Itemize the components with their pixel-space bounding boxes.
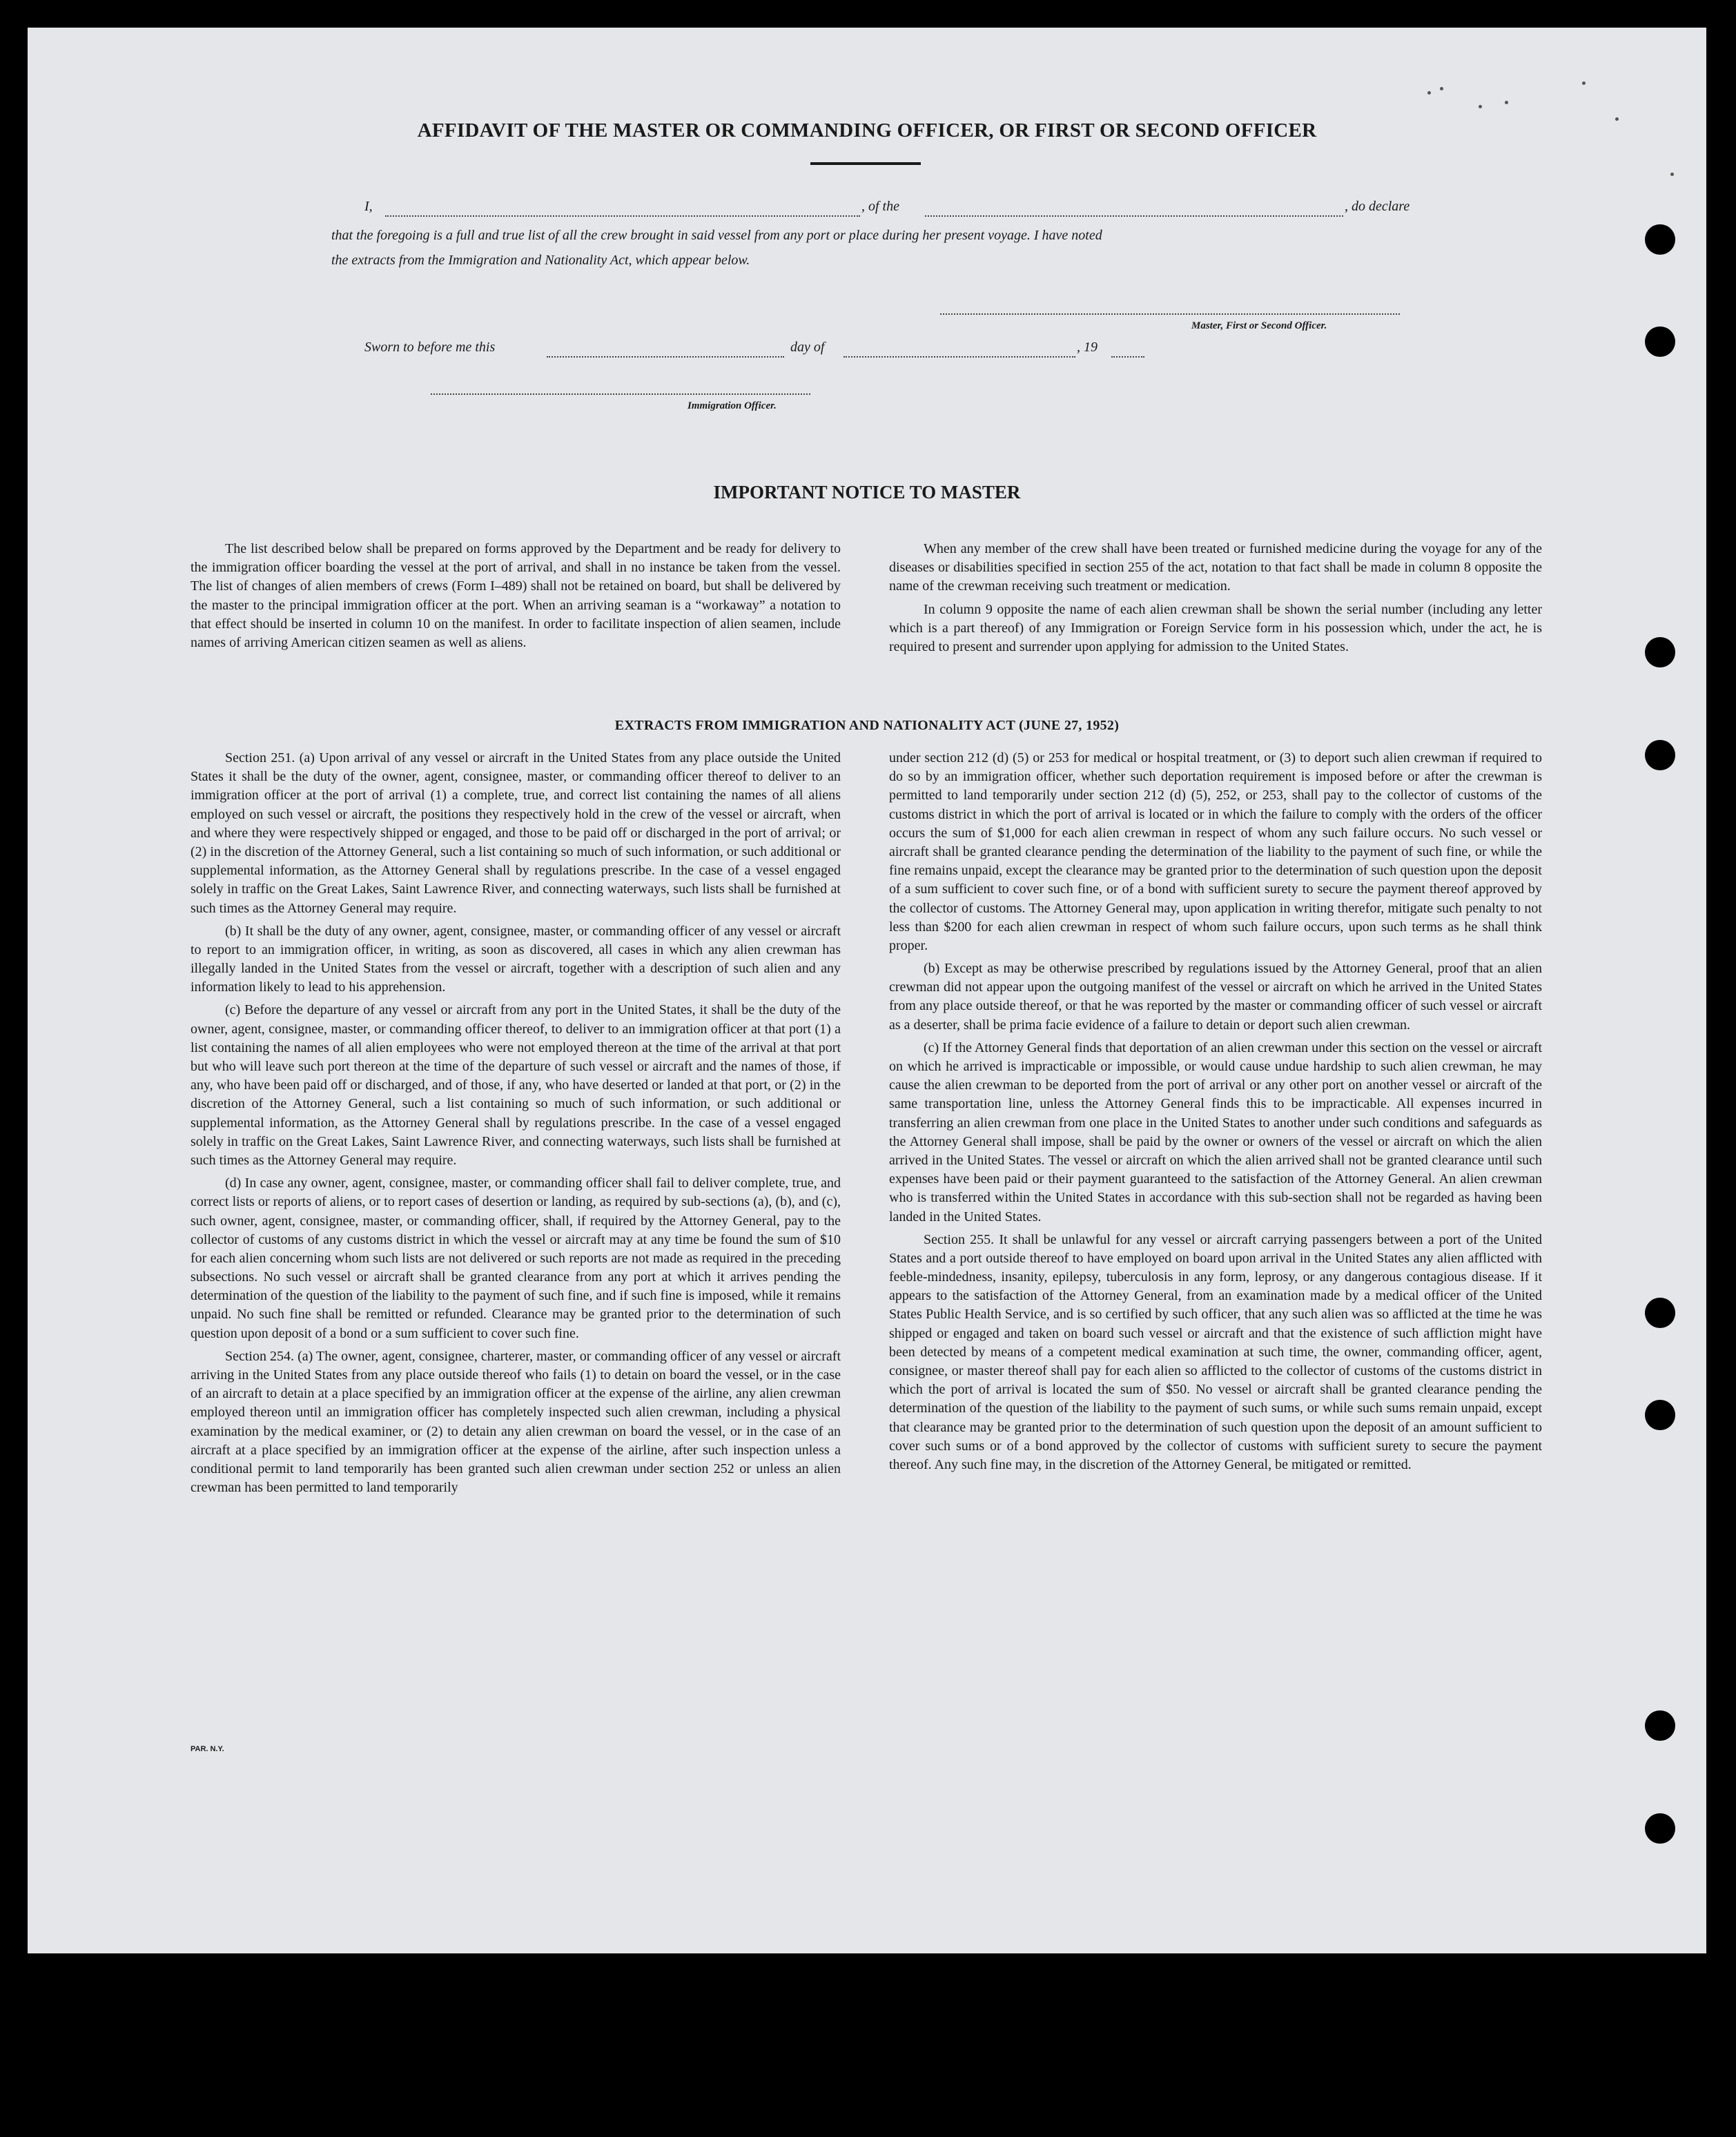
officer-signature-caption: Immigration Officer. [687,400,777,411]
extract-paragraph: (d) In case any owner, agent, consignee, master, or commanding officer shall fail to deliver complete, true, and correct lists or reports of aliens, or to report cases of desertion or landing, as required by sub-sections (a), (b), and (c), such owner, agent, consignee, master, or commanding officer, shall, if required by the Attorney General, pay to the collector of customs of any customs district in which the vessel or aircraft may at any time be found the sum of $10 for each alien concerning whom such lists are not delivered or such reports are not made as required in the preceding subsections. No such vessel or aircraft shall be granted clearance from any port at which it arrives pending the determination of the question of the liability to the payment of such fine, and if such fine is imposed, while it remains unpaid. No such fine shall be remitted or refunded. Clearance may be granted prior to the determination of such question upon deposit of a bond or a sum sufficient to cover such fine. [191,1175,841,1341]
extract-paragraph: Section 251. (a) Upon arrival of any vessel or aircraft in the United States from any place outside the United States it shall be the duty of the owner, agent, consignee, master, or commanding officer thereof to deliver to an immigration officer at the port of arrival (1) a complete, true, and correct list containing the names of all aliens employed on such vessel or aircraft, the positions they respectively hold in the crew of the vessel or aircraft, when and where they were respectively shipped or engaged, and those to be paid off or discharged in the port of arrival; or (2) in the discretion of the Attorney General, such a list containing so much of such information, or such additional or supplemental information, as the Attorney General shall by regulations prescribe. In the case of a vessel engaged solely in traffic on the Great Lakes, Saint Lawrence River, and connecting waterways, such lists shall be furnished at such times as the Attorney General may require. [191,750,841,916]
notice-paragraph: The list described below shall be prepared on forms approved by the Department and be ready for delivery to the immigration officer boarding the vessel at the port of arrival, and shall in no instance be taken from the vessel. The list of changes of alien members of crews (Form I–489) shall not be retained on board, but shall be delivered by the master to the principal immigration officer at the port. When an arriving seaman is a “workaway” a notation to that effect should be inserted in column 10 on the manifest. In order to facilitate inspection of alien seamen, include names of arriving American citizen seamen as well as aliens. [191,541,841,650]
punch-hole [1645,326,1675,357]
vessel-name-line[interactable] [925,215,1343,217]
sworn-month-line[interactable] [843,356,1075,358]
year-prefix-label: , 19 [1077,340,1098,355]
speck [1670,173,1674,176]
speck [1582,81,1586,85]
affidavit-title: AFFIDAVIT OF THE MASTER OR COMMANDING OFFICER, OR FIRST OR SECOND OFFICER [417,119,1317,142]
sworn-day-line[interactable] [547,356,784,358]
document-page [28,28,1706,1953]
extracts-left-column [191,749,841,1501]
declaration-text-1: that the foregoing is a full and true list of all the crew brought in said vessel from any port or place during her present voyage. I have noted [331,228,1102,243]
extract-paragraph: (c) Before the departure of any vessel or aircraft from any port in the United States, it shall be the duty of the owner, agent, consignee, master, or commanding officer thereof, to deliver to an immigration officer at that port (1) a list containing the names of all alien employees who were not employed thereon at the time of the arrival at that port but who will leave such port thereon at the time of the departure of such vessel or aircraft and the names of those, if any, who have been paid off or discharged, and of those, if any, who have deserted or landed at that port, or (2) in the discretion of the Attorney General, such a list containing so much of such information, or such additional or supplemental information, as the Attorney General shall by regulations prescribe. In the case of a vessel engaged solely in traffic on the Great Lakes, Saint Lawrence River, and connecting waterways, such lists shall be furnished at such times as the Attorney General may require. [191,1002,841,1168]
printer-mark: PAR. N.Y. [191,1745,224,1753]
day-of-label: day of [790,340,825,355]
extracts-right-column [889,749,1542,1479]
extract-paragraph: Section 254. (a) The owner, agent, consignee, charterer, master, or commanding officer of any vessel or aircraft arriving in the United States from any place outside thereof who fails (1) to detain on board the vessel, or in the case of an aircraft to detain at a place specified by an immigration officer at the expense of the airline, any alien crewman employed thereon until an immigration officer has completely inspected such alien crewman, including a physical examination by the medical examiner, or (2) to detain any alien crewman on board the vessel, or in the case of an aircraft at a place specified by an immigration officer at the expense of the airline, after such inspection unless a conditional permit to land temporarily has been granted such alien crewman under section 252 or unless an alien crewman has been permitted to land temporarily [191,1348,841,1496]
punch-hole [1645,1710,1675,1741]
extract-paragraph: (c) If the Attorney General finds that deportation of an alien crewman under this section on the vessel or aircraft on which he arrived is impracticable or impossible, or would cause undue hardship to such alien crewman, he may cause the alien crewman to be deported from the port of arrival or any other port on another vessel or aircraft of the same transportation line, unless the Attorney General finds this to be impracticable. All expenses incurred in transferring an alien crewman from one place in the United States to another under such conditions and safeguards as the Attorney General shall impose, shall be paid by the owner or owners of the vessel or aircraft on which the alien arrived in the United States. The vessel or aircraft on which the alien arrived shall not be granted clearance until such expenses have been paid or their payment guaranteed to the satisfaction of the Attorney General. An alien crewman who is transferred within the United States in accordance with this sub-section shall not be regarded as having been landed in the United States. [889,1040,1542,1224]
notice-right-column [889,540,1542,661]
punch-hole [1645,740,1675,770]
notice-paragraph: In column 9 opposite the name of each alien crewman shall be shown the serial number (including any letter which is a part thereof) of any Immigration or Foreign Service form in his possession which, under the act, he is required to present and surrender upon applying for admission to the United States. [889,601,1542,654]
officer-signature-line[interactable] [431,393,810,395]
master-signature-caption: Master, First or Second Officer. [1191,320,1327,331]
notice-title: IMPORTANT NOTICE TO MASTER [713,482,1021,502]
speck [1440,87,1443,90]
extracts-title: EXTRACTS FROM IMMIGRATION AND NATIONALITY ACT (JUNE 27, 1952) [614,718,1120,733]
title-rule [810,162,921,165]
do-declare-label: , do declare [1345,199,1410,214]
speck [1505,101,1508,104]
extract-paragraph: under section 212 (d) (5) or 253 for medical or hospital treatment, or (3) to deport such alien crewman if required to do so by an immigration officer, whether such deportation requirement is imposed before or after the crewman is permitted to land temporarily under section 212 (d) (5), 252, or 253, shall pay to the collector of customs of the customs district in which the port of arrival is located or in which the failure to comply with the orders of the officer occurs the sum of $1,000 for each alien crewman in respect of whom any such failure occurs. No such vessel or aircraft shall be granted clearance pending the determination of the liability to the payment of such fine, or while the fine remains unpaid, except the clearance may be granted prior to the determination of such question upon the deposit of a sum sufficient to cover such fine, or of a bond with sufficient surety to secure the payment thereof approved by the collector of customs. The Attorney General may, upon application in writing therefor, mitigate such penalty to not less than $200 for each alien crewman in respect of whom such failure occurs, upon such terms as he shall think proper. [889,750,1542,953]
sworn-label: Sworn to before me this [364,340,496,355]
declarant-name-line[interactable] [385,215,860,217]
sworn-year-line[interactable] [1111,356,1144,358]
extract-paragraph: (b) Except as may be otherwise prescribed by regulations issued by the Attorney General, proof that an alien crewman did not appear upon the outgoing manifest of the vessel or aircraft on which he arrived in the United States from any place outside thereof, or that he was reported by the master or commanding officer of such vessel or aircraft as a deserter, shall be prima facie evidence of a failure to detain or deport such alien crewman. [889,961,1542,1033]
master-signature-line[interactable] [940,313,1400,315]
notice-paragraph: When any member of the crew shall have been treated or furnished medicine during the voyage for any of the diseases or disabilities specified in section 255 of the act, notation to that fact shall be made in column 8 opposite the name of the crewman receiving such treatment or medication. [889,541,1542,594]
speck [1479,105,1482,108]
punch-hole [1645,1813,1675,1844]
declaration-text-2: the extracts from the Immigration and Nationality Act, which appear below. [331,253,750,268]
speck [1427,91,1431,95]
declarant-label: I, [364,199,373,214]
extract-paragraph: (b) It shall be the duty of any owner, agent, consignee, master, or commanding officer of any vessel or aircraft to report to an immigration officer, in writing, as soon as discovered, all cases in which any alien crewman has illegally landed in the United States from the vessel or aircraft, together with a description of such alien and any information likely to lead to his apprehension. [191,923,841,995]
punch-hole [1645,1400,1675,1430]
notice-left-column [191,540,841,656]
of-the-label: , of the [861,199,899,214]
extract-paragraph: Section 255. It shall be unlawful for any vessel or aircraft carrying passengers between a port of the United States and a port outside thereof to have employed on board upon arrival in the United States any alien afflicted with feeble-mindedness, insanity, epilepsy, tuberculosis in any form, leprosy, or any dangerous contagious disease. If it appears to the satisfaction of the Attorney General, from an examination made by a medical officer of the United States Public Health Service, and is so certified by such officer, that any such alien was so afflicted at the time he was shipped or engaged and taken on board such vessel or aircraft and that the existence of such affliction might have been detected by means of a competent medical examination at such time, the owner, commanding officer, agent, consignee, or master thereof shall pay for each alien so afflicted to the collector of customs of the customs district in which the port of arrival is located the sum of $50. No vessel or aircraft shall be granted clearance pending the determination of the question of the liability to the payment of such sums, or while such sums remain unpaid, except that clearance may be granted prior to the determination of such question upon the deposit of an amount sufficient to cover such sums or of a bond approved by the collector of customs with sufficient surety to secure the payment thereof. Any such fine may, in the discretion of the Attorney General, be mitigated or remitted. [889,1231,1542,1472]
punch-hole [1645,224,1675,255]
punch-hole [1645,637,1675,667]
punch-hole [1645,1298,1675,1328]
